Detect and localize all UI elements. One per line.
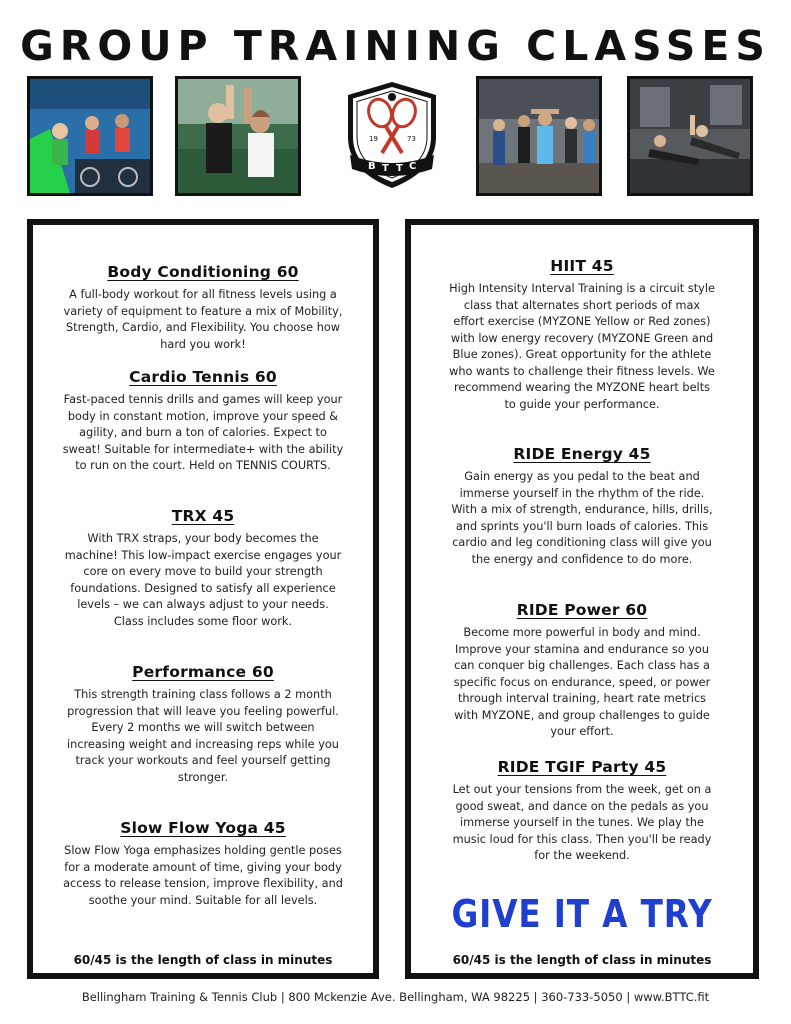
class-body-conditioning [33, 263, 373, 353]
floor-workout-photo [627, 76, 753, 196]
logo-year-left: 19 [369, 135, 378, 143]
class-length-note: 60/45 is the length of class in minutes [73, 953, 333, 967]
class-hiit [411, 257, 753, 413]
class-description: With TRX straps, your body becomes the machine! This low-impact exercise engages your core on every move to build your strength foundations. Designed to satisfy all experience levels – we can always adjust to your needs. Class includes some floor work. [64, 532, 342, 628]
class-performance [33, 663, 373, 786]
class-title: Slow Flow Yoga 45 [120, 819, 286, 837]
logo-letter-c: C [409, 161, 417, 172]
cycling-class-photo [27, 76, 153, 196]
class-title: HIIT 45 [550, 257, 614, 275]
class-title: RIDE Power 60 [516, 601, 648, 619]
class-title: RIDE TGIF Party 45 [497, 758, 667, 776]
logo-letter-t2: T [396, 163, 403, 174]
class-ride-power [411, 601, 753, 741]
logo-year-right: 73 [407, 135, 416, 143]
class-description: Fast-paced tennis drills and games will keep your body in constant motion, improve your speed & agility, and burn a ton of calories. Expect to sweat! Suitable for intermediate+ with the ability to run on the court. Held on TENNIS COURTS. [62, 393, 344, 472]
class-title: Body Conditioning 60 [107, 263, 299, 281]
class-length-note: 60/45 is the length of class in minutes [452, 953, 712, 967]
left-class-panel [27, 219, 379, 979]
page-title: GROUP TRAINING CLASSES [20, 22, 771, 70]
class-slow-flow-yoga [33, 819, 373, 909]
class-title: Cardio Tennis 60 [129, 368, 277, 386]
logo-letter-b: B [368, 161, 376, 172]
class-description: Gain energy as you pedal to the beat and immerse yourself in the rhythm of the ride. With a mix of strength, endurance, hills, drills, and sprints you'll burn loads of calories. This cardio and leg conditioning class will give you the energy and confidence to do more. [451, 470, 713, 566]
class-cardio-tennis [33, 368, 373, 475]
club-contact-footer: Bellingham Training & Tennis Club | 800 Mckenzie Ave. Bellingham, WA 98225 | 360-733-5050 | www.BTTC.fit [81, 990, 710, 1004]
class-trx [33, 507, 373, 630]
class-description: Slow Flow Yoga emphasizes holding gentle poses for a moderate amount of time, giving your body access to release tension, improve flexibility, and soothe your mind. Suitable for all levels. [63, 844, 343, 907]
class-title: TRX 45 [171, 507, 235, 525]
class-description: Become more powerful in body and mind. Improve your stamina and endurance so you can conquer big challenges. Each class has a specific focus on endurance, speed, or power through interval training, heart rate metrics with MYZONE, and group challenges to guide your effort. [453, 626, 711, 738]
group-exercise-photo [476, 76, 602, 196]
high-five-photo [175, 76, 301, 196]
class-title: RIDE Energy 45 [513, 445, 651, 463]
right-class-panel [405, 219, 759, 979]
class-description: A full-body workout for all fitness levels using a variety of equipment to feature a mix of Mobility, Strength, Cardio, and Flexibility. You choose how hard you work! [63, 288, 343, 351]
class-ride-energy [411, 445, 753, 568]
logo-letter-t1: T [382, 163, 389, 174]
bttc-logo [344, 79, 440, 191]
class-title: Performance 60 [132, 663, 274, 681]
class-description: This strength training class follows a 2 month progression that will leave you feeling powerful. Every 2 months we will switch between increasing weight and increasing reps while you track your workouts and feel yourself getting stronger. [67, 688, 339, 784]
class-description: High Intensity Interval Training is a circuit style class that alternates short periods of max effort exercise (MYZONE Yellow or Red zones) with low energy recovery (MYZONE Green and Blue zones). Great opportunity for the athlete who wants to challenge their fitness levels. We recommend wearing the MYZONE heart belts to guide your performance. [449, 282, 715, 411]
class-description: Let out your tensions from the week, get on a good sweat, and dance on the pedals as you immerse yourself in the tunes. We play the music loud for this class. Then you'll be ready for the weekend. [452, 783, 712, 862]
give-it-a-try-banner: GIVE IT A TRY [451, 892, 713, 936]
class-ride-tgif-party [411, 758, 753, 865]
